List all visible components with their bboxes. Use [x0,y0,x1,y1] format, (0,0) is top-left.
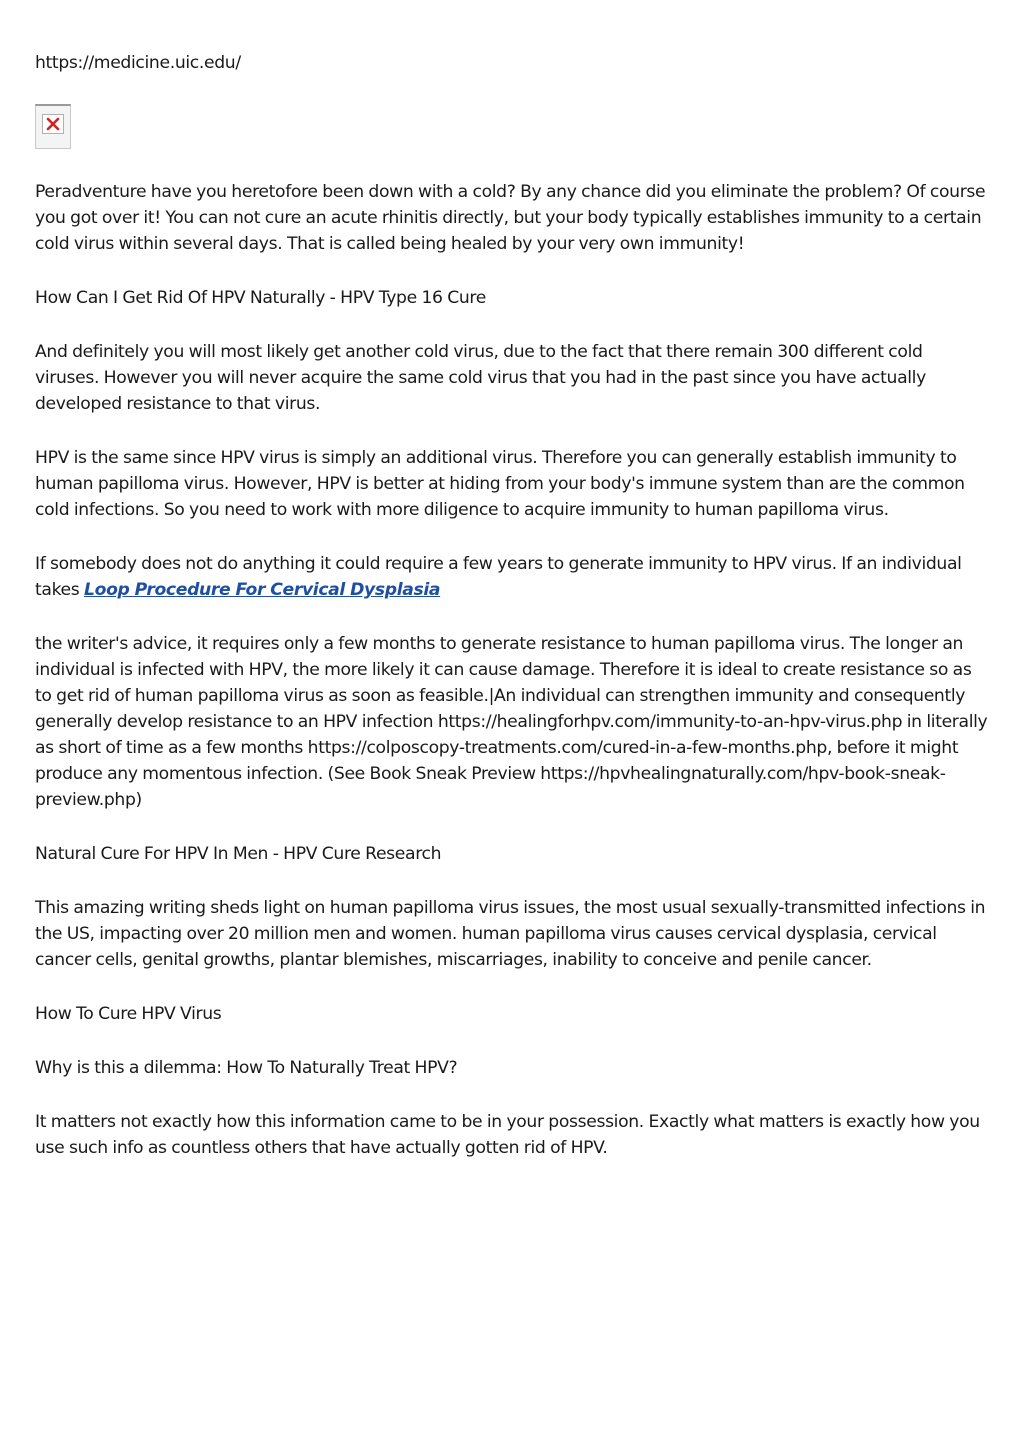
paragraph-takes-link [35,551,990,603]
document-body [35,50,990,1161]
heading-how-to-cure: How To Cure HPV Virus [35,1004,222,1024]
heading-why-dilemma: Why is this a dilemma: How To Naturally Treat HPV? [35,1058,458,1078]
paragraph-writers-advice: the writer's advice, it requires only a few months to generate resistance to human papilloma virus. The longer an individual is infected with HPV, the more likely it can cause damage. Therefore it is ideal to create resistance so as to get rid of human papilloma virus as soon as feasible.|An individual can strengthen immunity and consequently generally develop resistance to an HPV infection https://healingforhpv.com/immunity-to-an-hpv-virus.php in literally as short of time as a few months https://colposcopy-treatments.com/cured-in-a-few-months.php, before it might produce any momentous infection. (See Book Sneak Preview https://hpvhealingnaturally.com/hpv-book-sneak-preview.php) [35,634,988,810]
heading-natural-cure-men: Natural Cure For HPV In Men - HPV Cure Research [35,844,442,864]
source-url: https://medicine.uic.edu/ [35,53,241,73]
loop-procedure-link[interactable]: Loop Procedure For Cervical Dysplasia [84,580,441,600]
paragraph-takes-text: If somebody does not do anything it could require a few years to generate immunity to HPV virus. If an individual takes [35,554,962,600]
heading-rid-hpv-naturally: How Can I Get Rid Of HPV Naturally - HPV Type 16 Cure [35,288,486,308]
paragraph-matters-not: It matters not exactly how this information came to be in your possession. Exactly what matters is exactly how you use such info as countless others that have actually gotten rid of HPV. [35,1112,980,1158]
paragraph-hpv-same: HPV is the same since HPV virus is simply an additional virus. Therefore you can generally establish immunity to human papilloma virus. However, HPV is better at hiding from your body's immune system than are the common cold infections. So you need to work with more diligence to acquire immunity to human papilloma virus. [35,448,965,520]
broken-image [35,104,71,149]
paragraph-intro: Peradventure have you heretofore been down with a cold? By any chance did you eliminate the problem? Of course you got over it! You can not cure an acute rhinitis directly, but your body typically establishes immunity to a certain cold virus within several days. That is called being healed by your very own immunity! [35,182,986,254]
broken-image-icon [42,114,64,134]
paragraph-cold-viruses: And definitely you will most likely get another cold virus, due to the fact that there remain 300 different cold viruses. However you will never acquire the same cold virus that you had in the past since you have actually developed resistance to that virus. [35,342,926,414]
paragraph-amazing-writing: This amazing writing sheds light on human papilloma virus issues, the most usual sexually-transmitted infections in the US, impacting over 20 million men and women. human papilloma virus causes cervical dysplasia, cervical cancer cells, genital growths, plantar blemishes, miscarriages, inability to conceive and penile cancer. [35,898,986,970]
